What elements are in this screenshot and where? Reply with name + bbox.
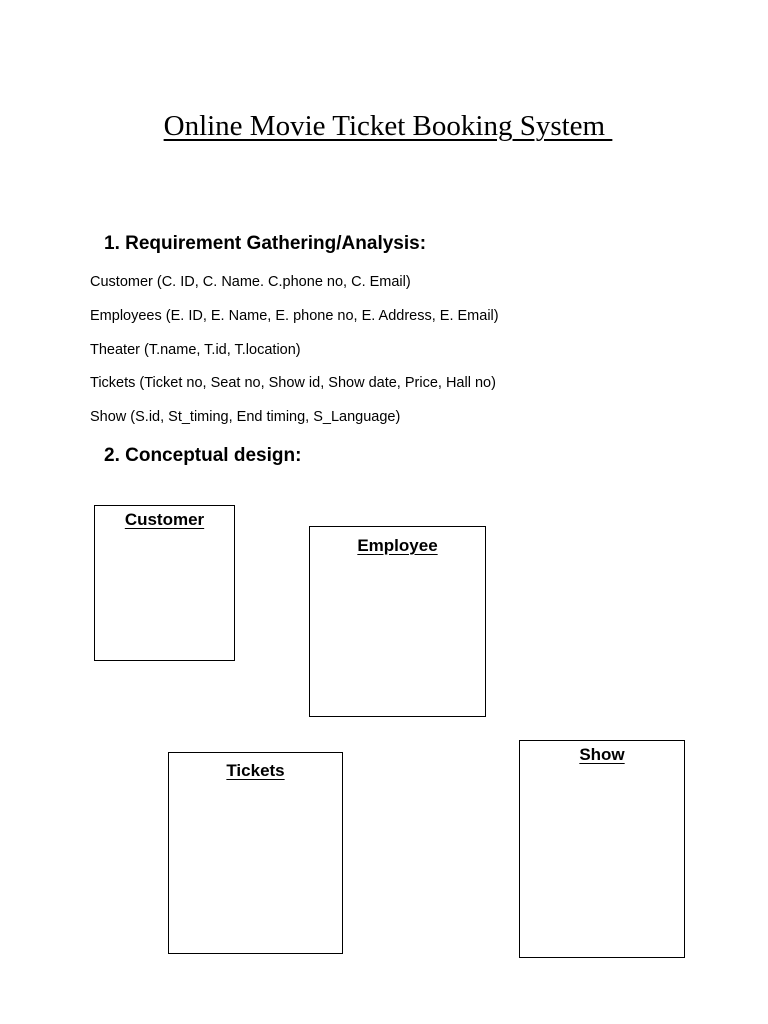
requirement-line-theater: Theater (T.name, T.id, T.location) (90, 342, 301, 358)
entity-label-show: Show (579, 745, 625, 764)
entity-box-employee (309, 526, 486, 717)
requirement-line-show: Show (S.id, St_timing, End timing, S_Language) (90, 409, 401, 425)
requirement-line-tickets: Tickets (Ticket no, Seat no, Show id, Show date, Price, Hall no) (90, 375, 496, 391)
document-title (0, 110, 768, 143)
entity-box-customer (94, 505, 235, 661)
section-heading-requirements: 1. Requirement Gathering/Analysis: (104, 233, 427, 254)
entity-box-show (519, 740, 685, 958)
entity-label-employee: Employee (357, 536, 438, 555)
entity-label-tickets: Tickets (226, 761, 285, 780)
section-heading-conceptual-design: 2. Conceptual design: (104, 445, 302, 466)
entity-label-customer: Customer (124, 510, 205, 529)
document-title-text: Online Movie Ticket Booking System (163, 110, 613, 142)
requirement-line-customer: Customer (C. ID, C. Name. C.phone no, C. Email) (90, 274, 411, 290)
entity-box-tickets (168, 752, 343, 954)
requirement-line-employees: Employees (E. ID, E. Name, E. phone no, E. Address, E. Email) (90, 308, 499, 324)
